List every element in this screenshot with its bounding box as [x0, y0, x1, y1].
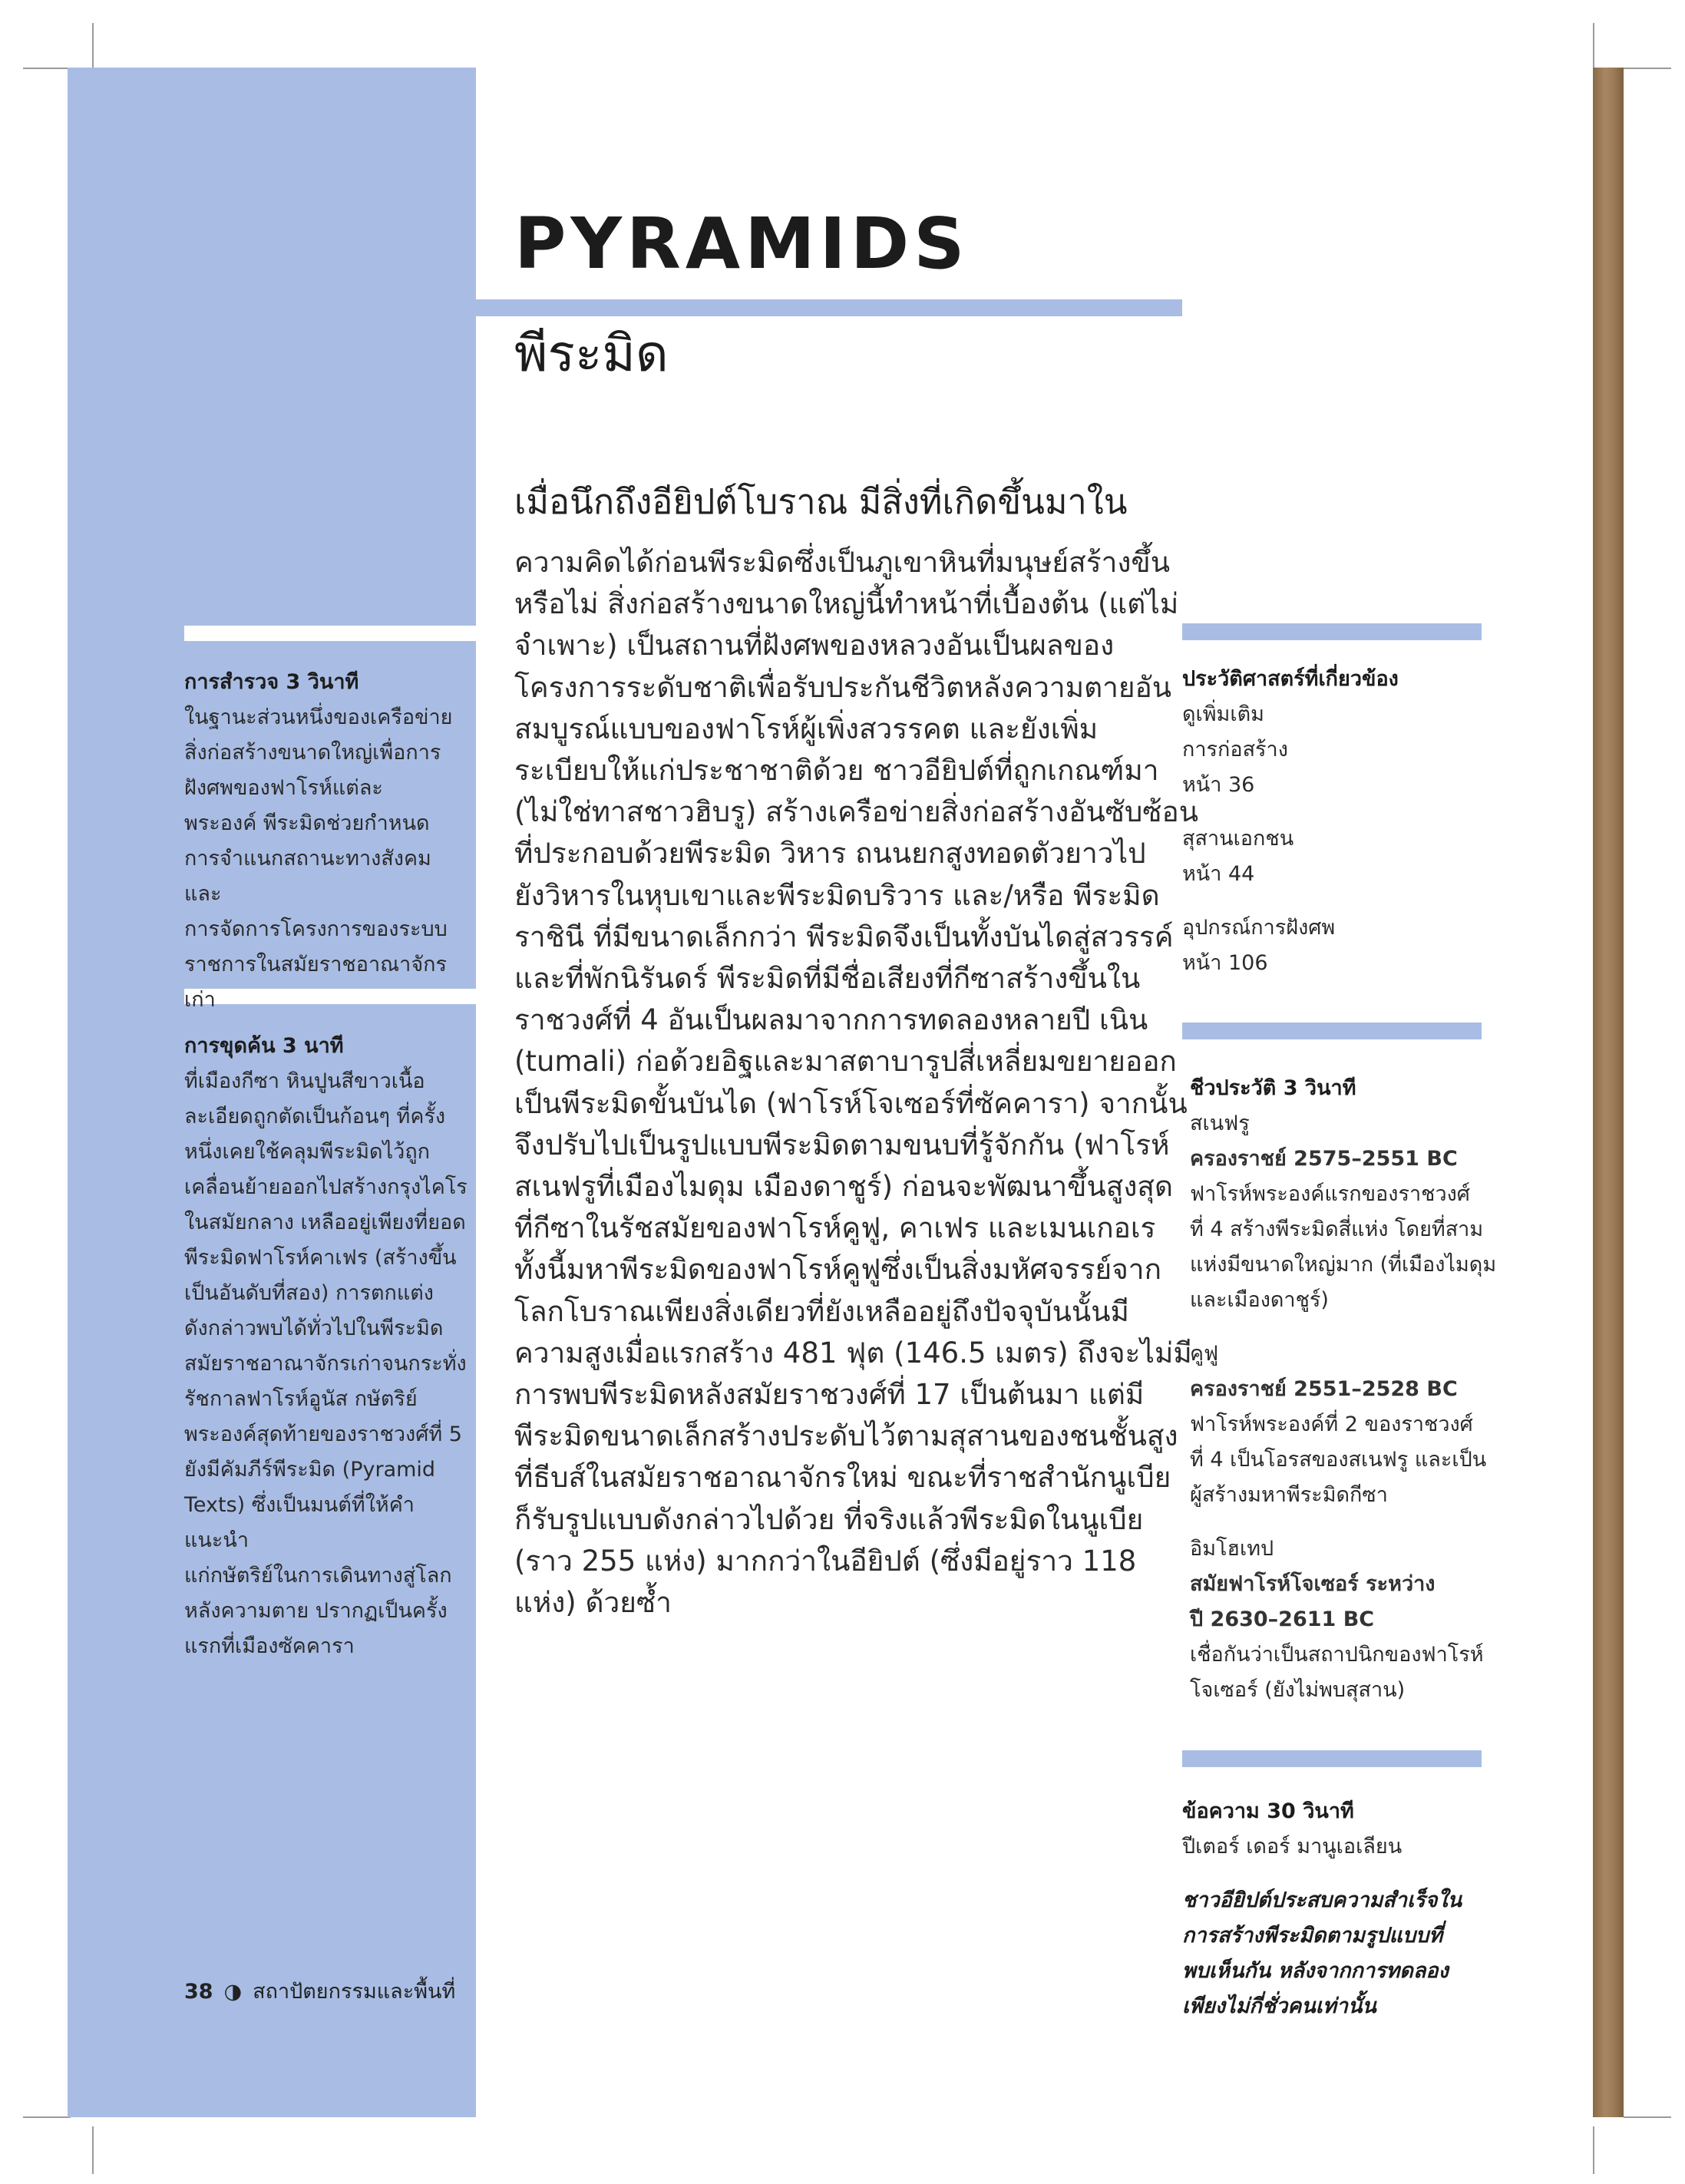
survey-text [184, 700, 468, 1018]
crop-mark [23, 2116, 71, 2118]
text30-author: ปีเตอร์ เดอร์ มานูเอเลียน [1182, 1835, 1403, 1859]
section-name: สถาปัตยกรรมและพื้นที่ [253, 1980, 456, 2004]
crop-mark [1624, 2116, 1671, 2118]
quote-line: เพียงไม่กี่ชั่วคนเท่านั้น [1182, 1994, 1376, 2018]
body-line: ราชวงศ์ที่ 4 อันเป็นผลมาจากการทดลองหลายปี เนิน [514, 1003, 1148, 1037]
bio-reign: ปี 2630–2611 BC [1190, 1607, 1375, 1631]
body-line: ก็รับรูปแบบดังกล่าวไปด้วย ที่จริงแล้วพีระมิดในนูเบีย [514, 1502, 1144, 1536]
crop-mark [1624, 68, 1671, 69]
bio-reign: ครองราชย์ 2575–2551 BC [1190, 1147, 1458, 1171]
bio-desc: ผู้สร้างมหาพีระมิดกีซา [1190, 1483, 1388, 1507]
dig-line: ดังกล่าวพบได้ทั่วไปในพีระมิด [184, 1317, 444, 1340]
crop-mark [1593, 2126, 1594, 2174]
dig-line: หนึ่งเคยใช้คลุมพีระมิดไว้ถูก [184, 1140, 431, 1164]
body-line: ความคิดได้ก่อนพีระมิดซึ่งเป็นภูเขาหินที่มนุษย์สร้างขึ้น [514, 546, 1170, 579]
survey-line: การจัดการโครงการของระบบ [184, 917, 448, 941]
body-line: โลกโบราณเพียงสิ่งเดียวที่ยังเหลืออยู่ถึงปัจจุบันนั้นมี [514, 1294, 1129, 1328]
survey-line: สิ่งก่อสร้างขนาดใหญ่เพื่อการ [184, 741, 441, 765]
text30-heading: ข้อความ 30 วินาที [1182, 1799, 1354, 1823]
body-line: ที่กีซาในรัชสมัยของฟาโรห์คูฟู, คาเฟร และเมนเกอเร [514, 1211, 1156, 1245]
bio-desc: ฟาโรห์พระองค์ที่ 2 ของราชวงศ์ [1190, 1412, 1473, 1436]
dig-line: ยังมีคัมภีร์พีระมิด (Pyramid [184, 1458, 436, 1482]
dig-line: พระองค์สุดท้ายของราชวงศ์ที่ 5 [184, 1422, 462, 1446]
body-line: ความสูงเมื่อแรกสร้าง 481 ฟุต (146.5 เมตร) ถึงจะไม่มี [514, 1336, 1192, 1370]
related-history-heading: ประวัติศาสตร์ที่เกี่ยวข้อง [1182, 667, 1399, 691]
crop-mark [92, 2126, 94, 2174]
page-title: PYRAMIDS [514, 203, 970, 285]
page-number: 38 [184, 1980, 213, 2004]
crop-mark [23, 68, 71, 69]
quote-line: ชาวอียิปต์ประสบความสำเร็จใน [1182, 1888, 1462, 1912]
body-line: สมบูรณ์แบบของฟาโรห์ผู้เพิ่งสวรรคต และยังเพิ่ม [514, 712, 1099, 745]
survey-heading: การสำรวจ 3 วินาที [184, 670, 359, 694]
bio-section [1190, 1071, 1505, 1708]
survey-line: ในฐานะส่วนหนึ่งของเครือข่าย [184, 705, 453, 729]
body-line: เป็นพีระมิดขั้นบันได (ฟาโรห์โจเซอร์ที่ซัคคารา) จากนั้น [514, 1086, 1188, 1120]
body-line: (ไม่ใช่ทาสชาวฮิบรู) สร้างเครือข่ายสิ่งก่อสร้างอันซับซ้อน [514, 795, 1199, 829]
related-page: หน้า 106 [1182, 951, 1268, 975]
bio-name: สเนฟรู [1190, 1112, 1250, 1135]
dig-text [184, 1064, 468, 1664]
related-page: หน้า 44 [1182, 862, 1255, 886]
body-text [514, 542, 1199, 1624]
crop-mark [92, 23, 94, 71]
text30-section [1182, 1794, 1505, 2024]
bio-name: อิมโฮเทป [1190, 1537, 1274, 1561]
title-rule [476, 299, 1182, 316]
dig-line: เคลื่อนย้ายออกไปสร้างกรุงไคโร [184, 1175, 468, 1199]
body-line: ที่ธีบส์ในสมัยราชอาณาจักรใหม่ ขณะที่ราชสำนักนูเบีย [514, 1461, 1171, 1495]
survey-line: การจำแนกสถานะทางสังคมและ [184, 847, 431, 906]
dig-line: ที่เมืองกีซา หินปูนสีขาวเนื้อ [184, 1069, 425, 1093]
right-sidebar-rule [1182, 1023, 1482, 1039]
related-entry[interactable] [1182, 910, 1489, 981]
see-also-label: ดูเพิ่มเติม [1182, 702, 1264, 726]
body-line: การพบพีระมิดหลังสมัยราชวงศ์ที่ 17 เป็นต้นมา แต่มี [514, 1378, 1145, 1412]
body-line: ที่ประกอบด้วยพีระมิด วิหาร ถนนยกสูงทอดตัวยาวไป [514, 837, 1146, 871]
dig-line: ในสมัยกลาง เหลืออยู่เพียงที่ยอด [184, 1211, 466, 1234]
body-line: จึงปรับไปเป็นรูปแบบพีระมิดตามขนบที่รู้จักกัน (ฟาโรห์ [514, 1128, 1170, 1161]
body-line: ระเบียบให้แก่ประชาชาติด้วย ชาวอียิปต์ที่ถูกเกณฑ์มา [514, 754, 1159, 788]
body-line: ทั้งนี้มหาพีระมิดของฟาโรห์คูฟูซึ่งเป็นสิ่งมหัศจรรย์จาก [514, 1253, 1161, 1287]
quote-line: พบเห็นกัน หลังจากการทดลอง [1182, 1959, 1449, 1983]
bio-heading: ชีวประวัติ 3 วินาที [1190, 1076, 1356, 1100]
crop-mark [1593, 23, 1594, 71]
dig-line: แก่กษัตริย์ในการเดินทางสู่โลก [184, 1564, 452, 1588]
right-sidebar-rule [1182, 1750, 1482, 1767]
bio-entry [1190, 1106, 1505, 1318]
dig-line: ละเอียดถูกตัดเป็นก้อนๆ ที่ครั้ง [184, 1105, 446, 1128]
body-line: แห่ง) ด้วยซ้ำ [514, 1586, 672, 1620]
body-line: และที่พักนิรันดร์ พีระมิดที่มีชื่อเสียงที่กีซาสร้างขึ้นใน [514, 962, 1141, 996]
bio-entry [1190, 1337, 1505, 1513]
related-page: หน้า 36 [1182, 773, 1255, 797]
dig-heading: การขุดค้น 3 นาที [184, 1034, 344, 1058]
dig-line: Texts) ซึ่งเป็นมนต์ที่ให้คำแนะนำ [184, 1493, 415, 1552]
bio-desc: ฟาโรห์พระองค์แรกของราชวงศ์ [1190, 1182, 1470, 1206]
dig-line: พีระมิดฟาโรห์คาเฟร (สร้างขึ้น [184, 1246, 457, 1270]
body-line: หรือไม่ สิ่งก่อสร้างขนาดใหญ่นี้ทำหน้าที่เบื้องต้น (แต่ไม่ [514, 587, 1179, 621]
body-line: จำเพาะ) เป็นสถานที่ฝังศพของหลวงอันเป็นผลของ [514, 629, 1115, 662]
text30-quote [1182, 1883, 1505, 2024]
related-topic: อุปกรณ์การฝังศพ [1182, 916, 1336, 940]
bio-desc: ที่ 4 เป็นโอรสของสเนฟรู และเป็น [1190, 1448, 1487, 1472]
bio-desc: แห่งมีขนาดใหญ่มาก (ที่เมืองไมดุม [1190, 1253, 1497, 1277]
body-line: โครงการระดับชาติเพื่อรับประกันชีวิตหลังความตายอัน [514, 670, 1172, 704]
bio-desc: และเมืองดาชูร์) [1190, 1288, 1329, 1312]
dig-line: เป็นอันดับที่สอง) การตกแต่ง [184, 1281, 434, 1305]
dig-section [184, 1029, 468, 1664]
dig-line: แรกที่เมืองซัคคารา [184, 1634, 355, 1658]
body-line: สเนฟรูที่เมืองไมดุม เมืองดาชูร์) ก่อนจะพัฒนาขึ้นสูงสุด [514, 1170, 1173, 1204]
body-line: ราชินี ที่มีขนาดเล็กกว่า พีระมิดจึงเป็นทั้งบันไดสู่สวรรค์ [514, 920, 1174, 953]
bio-reign: ครองราชย์ 2551–2528 BC [1190, 1377, 1458, 1401]
bio-desc: ที่ 4 สร้างพีระมิดสี่แห่ง โดยที่สาม [1190, 1218, 1484, 1241]
bio-name: คูฟู [1190, 1342, 1219, 1366]
body-lead: เมื่อนึกถึงอียิปต์โบราณ มีสิ่งที่เกิดขึ้นมาใน [514, 481, 1128, 522]
body-line: ยังวิหารในหุบเขาและพีระมิดบริวาร และ/หรือ พีระมิด [514, 878, 1160, 912]
dig-line: หลังความตาย ปรากฏเป็นครั้ง [184, 1599, 448, 1623]
body-line: (tumali) ก่อด้วยอิฐและมาสตาบารูปสี่เหลี่ยมขยายออก [514, 1045, 1177, 1079]
half-circle-icon: ◑ [223, 1980, 243, 2004]
survey-line: ราชการในสมัยราชอาณาจักรเก่า [184, 953, 447, 1012]
related-entry[interactable] [1182, 821, 1489, 892]
bio-entry [1190, 1531, 1505, 1708]
page-subtitle: พีระมิด [514, 324, 669, 383]
survey-line: พระองค์ พีระมิดช่วยกำหนด [184, 811, 430, 835]
survey-section [184, 665, 468, 1018]
body-line: พีระมิดขนาดเล็กสร้างประดับไว้ตามสุสานของชนชั้นสูง [514, 1419, 1178, 1453]
page-edge-strip [1593, 68, 1624, 2117]
survey-line: ฝังศพของฟาโรห์แต่ละ [184, 776, 383, 800]
right-sidebar-rule [1182, 623, 1482, 640]
related-entry[interactable] [1182, 732, 1489, 803]
bio-desc: โจเซอร์ (ยังไม่พบสุสาน) [1190, 1678, 1406, 1702]
related-history-section [1182, 662, 1489, 981]
quote-line: การสร้างพีระมิดตามรูปแบบที่ [1182, 1924, 1443, 1948]
bio-desc: เชื่อกันว่าเป็นสถาปนิกของฟาโรห์ [1190, 1643, 1484, 1667]
bio-reign: สมัยฟาโรห์โจเซอร์ ระหว่าง [1190, 1572, 1436, 1596]
bio-list [1190, 1106, 1505, 1708]
dig-line: รัชกาลฟาโรห์อูนัส กษัตริย์ [184, 1387, 418, 1411]
related-topic: การก่อสร้าง [1182, 738, 1288, 762]
body-line: (ราว 255 แห่ง) มากกว่าในอียิปต์ (ซึ่งมีอยู่ราว 118 [514, 1544, 1137, 1578]
sidebar-divider [184, 626, 476, 641]
related-topic: สุสานเอกชน [1182, 827, 1294, 851]
dig-line: สมัยราชอาณาจักรเก่าจนกระทั่ง [184, 1352, 467, 1376]
page-footer [184, 1974, 455, 2010]
